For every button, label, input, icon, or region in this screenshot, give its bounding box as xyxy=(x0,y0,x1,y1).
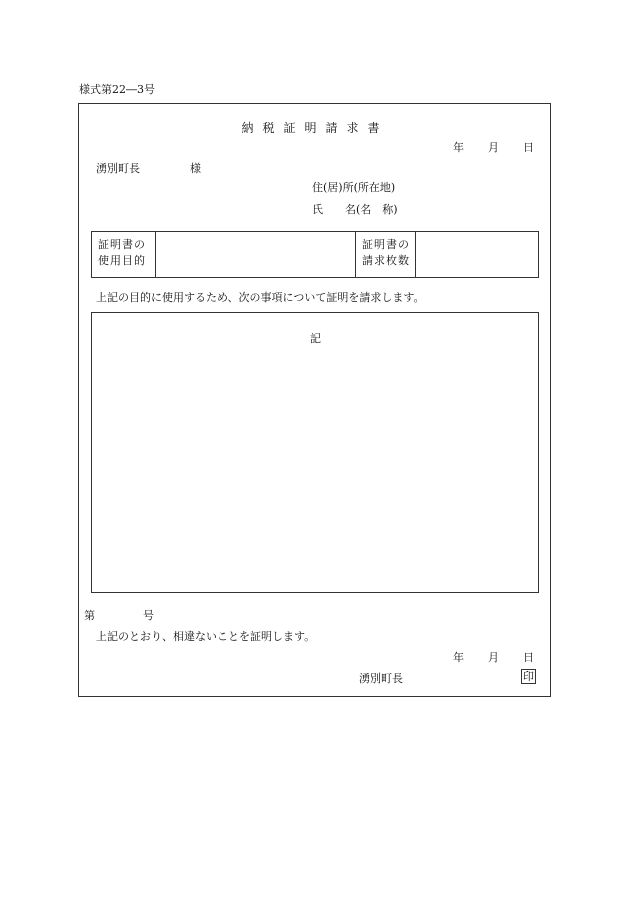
detail-box[interactable] xyxy=(91,312,539,593)
address-label: 住(居)所(所在地) xyxy=(312,181,396,194)
month-label: 月 xyxy=(488,141,499,154)
certificate-number-suffix: 号 xyxy=(143,609,154,622)
seal-mark: 印 xyxy=(523,670,534,683)
request-statement: 上記の目的に使用するため、次の事項について証明を請求します。 xyxy=(96,291,425,304)
detail-heading: 記 xyxy=(310,332,321,345)
purpose-field[interactable] xyxy=(156,232,355,277)
addressee: 湧別町長 xyxy=(96,162,140,175)
certification-statement: 上記のとおり、相違ないことを証明します。 xyxy=(96,630,316,643)
form-title: 納税証明請求書 xyxy=(241,121,389,135)
purpose-label: 証明書の 使用目的 xyxy=(98,238,146,267)
name-label: 氏 名(名 称) xyxy=(312,203,398,216)
info-table xyxy=(91,231,539,278)
copies-label: 証明書の 請求枚数 xyxy=(362,238,410,267)
year-label: 年 xyxy=(453,141,464,154)
certificate-number-prefix: 第 xyxy=(84,609,95,622)
copies-field[interactable] xyxy=(416,232,538,277)
issuer: 湧別町長 xyxy=(359,672,403,685)
day-label: 日 xyxy=(523,141,534,154)
form-number: 様式第22―3号 xyxy=(79,83,155,96)
year-label: 年 xyxy=(453,651,464,664)
addressee-honorific: 様 xyxy=(190,162,201,175)
day-label: 日 xyxy=(523,651,534,664)
month-label: 月 xyxy=(488,651,499,664)
